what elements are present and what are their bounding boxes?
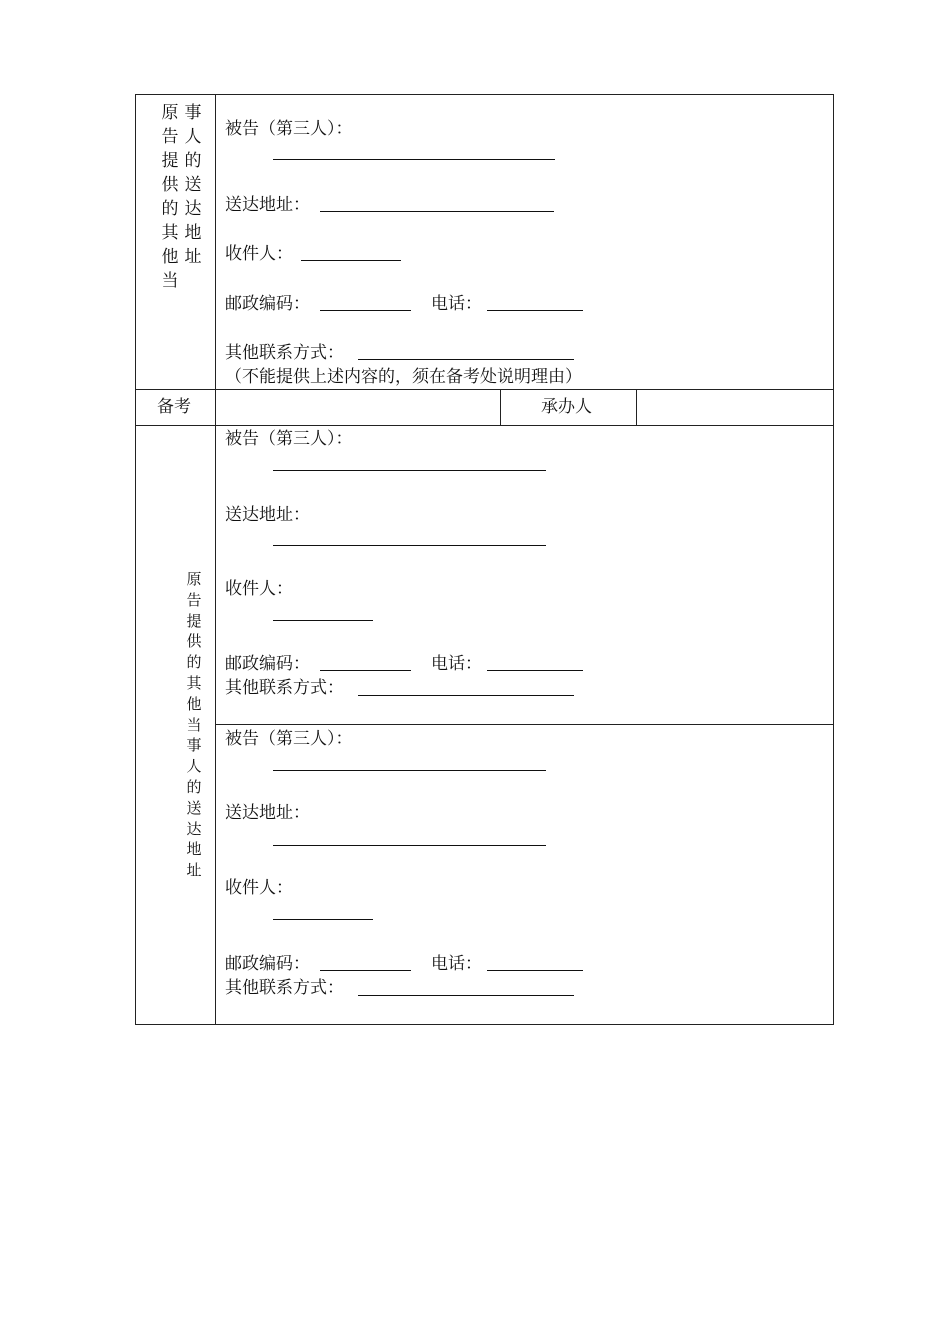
- phone-label: 电话：: [431, 954, 482, 974]
- recipient-blank[interactable]: [273, 919, 373, 920]
- party-label: 被告（第三人）：: [225, 429, 353, 449]
- side-label-char: 人: [186, 757, 202, 776]
- side-label-char: 提: [161, 151, 179, 171]
- side-label-char: 地: [186, 840, 202, 859]
- side-label-char: 当: [161, 271, 179, 291]
- side-label-char: 告: [161, 127, 179, 147]
- side-label-char: 址: [184, 247, 202, 267]
- other-contact-blank[interactable]: [358, 695, 574, 696]
- postcode-label: 邮政编码：: [225, 654, 310, 674]
- address-label: 送达地址：: [225, 803, 310, 823]
- side-label-char: 事: [184, 103, 202, 123]
- phone-blank[interactable]: [487, 970, 583, 971]
- side-label-char: 提: [186, 611, 202, 630]
- side-label-char: 原: [186, 570, 202, 588]
- postcode-blank[interactable]: [320, 970, 411, 971]
- table-top-border: [135, 94, 833, 95]
- recipient-label: 收件人：: [225, 244, 293, 264]
- side-label-char: 达: [184, 199, 202, 219]
- side-label-char: 当: [186, 715, 202, 734]
- side-label-2: [184, 569, 204, 881]
- other-contact-blank[interactable]: [358, 359, 574, 360]
- side-label-char: 原: [161, 103, 179, 123]
- table-right-border: [833, 94, 834, 1025]
- side-label-char: 的: [186, 653, 202, 672]
- other-contact-blank[interactable]: [358, 995, 574, 996]
- side-label-char: 其: [161, 223, 179, 243]
- remarks-cell[interactable]: [216, 390, 500, 425]
- remarks-divider-1: [500, 389, 501, 425]
- side-label-char: 的: [186, 777, 202, 796]
- postcode-label: 邮政编码：: [225, 954, 310, 974]
- recipient-blank[interactable]: [301, 260, 401, 261]
- side-label-char: 地: [184, 223, 202, 243]
- handler-cell[interactable]: [637, 390, 833, 425]
- recipient-label: 收件人：: [225, 579, 293, 599]
- side-label-char: 人: [184, 127, 202, 147]
- side-label-char: 他: [161, 247, 179, 267]
- remarks-label: 备考: [157, 397, 191, 417]
- postcode-blank[interactable]: [320, 310, 411, 311]
- side-label-char: 供: [186, 632, 202, 651]
- party-blank[interactable]: [273, 159, 555, 160]
- recipient-blank[interactable]: [273, 620, 373, 621]
- side-label-1-col-left: [160, 101, 180, 293]
- postcode-blank[interactable]: [320, 670, 411, 671]
- side-label-char: 他: [186, 694, 202, 713]
- side-label-char: 告: [186, 590, 202, 609]
- note-text: （不能提供上述内容的，须在备考处说明理由）: [225, 367, 582, 387]
- side-label-char: 供: [161, 175, 179, 195]
- phone-label: 电话：: [431, 294, 482, 314]
- phone-blank[interactable]: [487, 670, 583, 671]
- party-blank[interactable]: [273, 770, 546, 771]
- handler-label: 承办人: [541, 397, 592, 417]
- side-label-char: 送: [184, 175, 202, 195]
- row-divider-remarks-bottom: [135, 425, 833, 426]
- side-label-char: 达: [186, 819, 202, 838]
- recipient-label: 收件人：: [225, 878, 293, 898]
- phone-blank[interactable]: [487, 310, 583, 311]
- side-label-char: 事: [186, 736, 202, 755]
- side-label-char: 址: [186, 861, 202, 880]
- label-column-divider: [215, 94, 216, 1025]
- side-label-char: 其: [186, 673, 202, 692]
- table-bottom-border: [135, 1024, 833, 1025]
- address-blank[interactable]: [320, 211, 554, 212]
- entry-divider: [215, 724, 833, 725]
- other-contact-label: 其他联系方式：: [225, 343, 344, 363]
- side-label-char: 的: [161, 199, 179, 219]
- other-contact-label: 其他联系方式：: [225, 678, 344, 698]
- table-left-border: [135, 94, 136, 1025]
- address-label: 送达地址：: [225, 505, 310, 525]
- other-contact-label: 其他联系方式：: [225, 978, 344, 998]
- side-label-char: 送: [186, 798, 202, 817]
- postcode-label: 邮政编码：: [225, 294, 310, 314]
- side-label-char: 的: [184, 151, 202, 171]
- phone-label: 电话：: [431, 654, 482, 674]
- side-label-1-col-right: [183, 101, 203, 269]
- address-label: 送达地址：: [225, 195, 310, 215]
- party-blank[interactable]: [273, 470, 546, 471]
- address-blank[interactable]: [273, 845, 546, 846]
- party-label: 被告（第三人）：: [225, 729, 353, 749]
- party-label: 被告（第三人）：: [225, 119, 353, 139]
- address-blank[interactable]: [273, 545, 546, 546]
